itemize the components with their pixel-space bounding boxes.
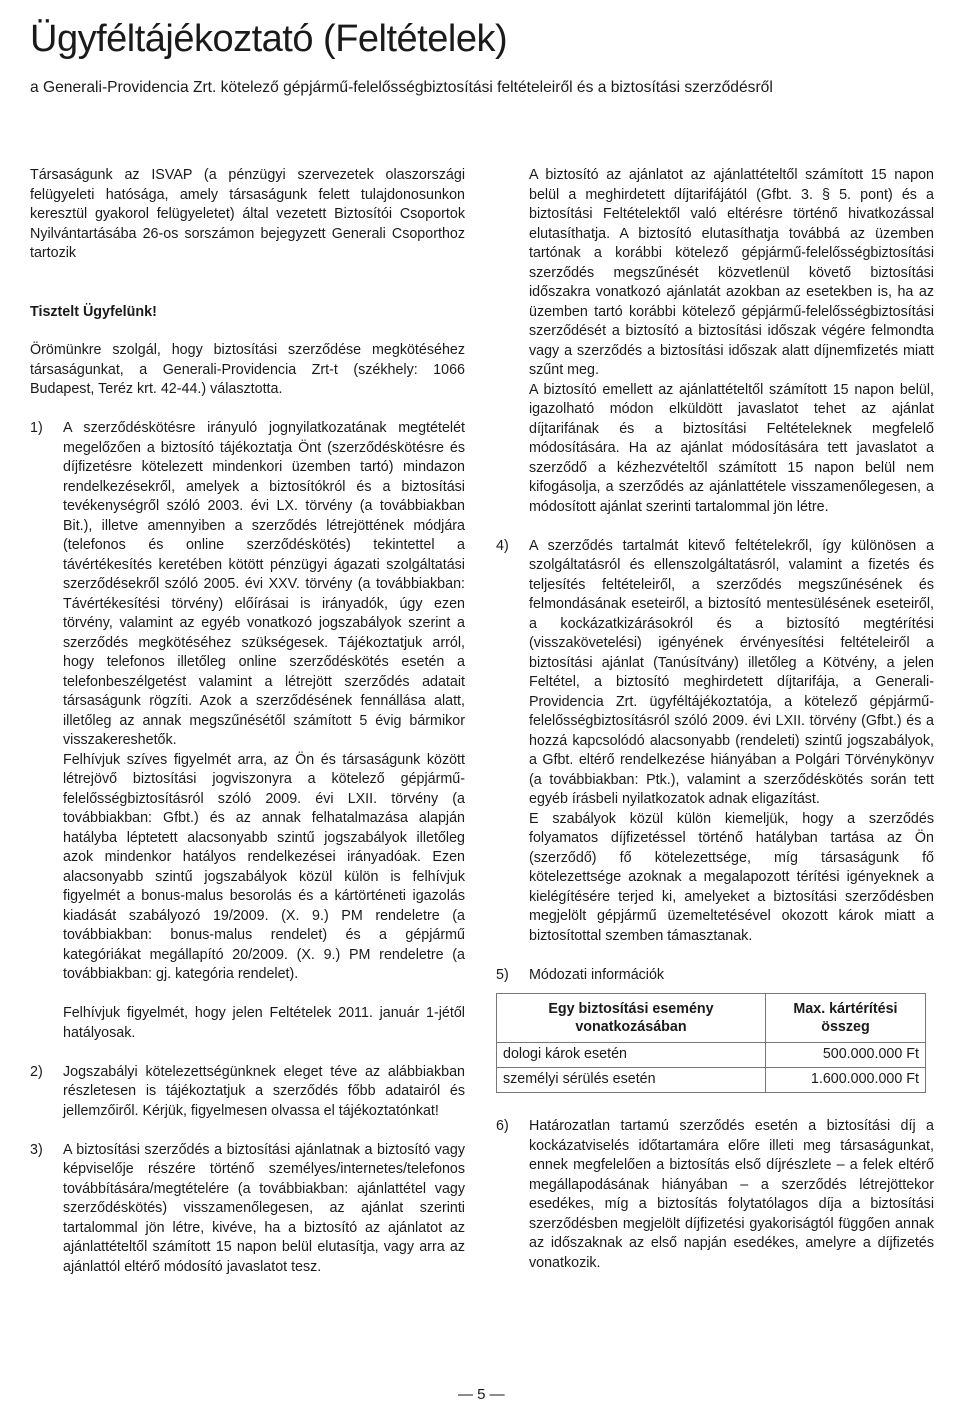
greeting-heading: Tisztelt Ügyfelünk! <box>30 303 157 320</box>
section-number: 1) <box>30 420 43 436</box>
section-3-paragraph-2: A biztosító az ajánlatot az ajánlattételtől számított 15 napon belül a meghirdetett díjtarifájától (Gfbt. 3. § 5. pont) és a biztosítási Feltételektől való eltérésre történő hivatkozással elutasíthatja. A biztosító elutasíthatja továbbá az üzemben tartónak a korábbi kötelező gépjármű-felelősségbiztosítási szerződés megszűnését közvetlenül követő biztosítási időszakra vonatkozó ajánlatát azokban az esetekben is, ha az üzemben tartó korábbi kötelező gépjármű-felelősségbiztosítási szerződését a biztosító a biztosítási időszak végére felmondta vagy a szerződés a biztosítási időszak alatt díjnemfizetés miatt szűnt meg. <box>529 167 934 378</box>
section-1-paragraph-3: Felhívjuk figyelmét, hogy jelen Feltételek 2011. január 1-jétől hatályosak. <box>63 1005 465 1041</box>
section-3 <box>30 1141 465 1278</box>
section-1 <box>30 419 465 1043</box>
section-3-paragraph-3: A biztosító emellett az ajánlattételtől számított 15 napon belül, igazolható módon elküldött javaslatot tehet az ajánlat díjtarifának és a biztosítási Feltételeknek megfelelő módosítására. Ha az ajánlat módosítására tett javaslatot a szerződő a kézhezvételtől számított 15 napon belül nem kifogásolja, a szerződés az ajánlattétele visszamenőlegesen, a módosított ajánlat szerinti tartalommal jön létre. <box>529 381 934 515</box>
table-cell-label: személyi sérülés esetén <box>497 1068 766 1093</box>
intro-paragraph: Társaságunk az ISVAP (a pénzügyi szervezetek olaszországi felügyeleti hatósága, amely társaságunk felett tulajdonosunkon keresztül gyakorol felügyeletet) által vezetett Biztosítói Csoportok Nyilvántartásába 26-os sorszámon bejegyzett Generali Csoporthoz tartozik <box>30 167 465 261</box>
section-1-paragraph-1: A szerződéskötésre irányuló jognyilatkozatának megtételét megelőzően a biztosító tájékoztatja Önt (szerződéskötésre és díjfizetésre kötelezett mindenkori üzemben tartó) mindazon rendelkezésekről, amelyek a biztosítókról és a biztosítási tevékenységről szóló 2003. évi LX. törvény (a továbbiakban Bit.), illetve amennyiben a szerződés létrejöttének módjára (telefonos és online szerződéskötés) tekintettel a távértékesítés keretében kötött pénzügyi ágazati szolgáltatási szerződésekről szóló 2005. évi XXV. törvény (a továbbiakban: Távértékesítési törvény) előírásai is irányadók, úgy ezen törvény, valamint az egyéb vonatkozó jogszabályok szerint a szerződés megkötéséhez szükségesek. Tájékoztatjuk arról, hogy telefonos illetőleg online szerződéskötés esetén a telefonbeszélgetést valamint a létrejött szerződés adatait társaságunk rögzíti. Azok a szerződésének fennállása alatt, illetőleg az annak megszűnésétől számított 5 évig bármikor visszakereshetők. <box>63 420 465 748</box>
section-body <box>63 1063 465 1122</box>
table-row <box>497 1043 926 1068</box>
section-5 <box>496 966 934 986</box>
section-2-paragraph: Jogszabályi kötelezettségünknek eleget téve az alábbiakban részletesen is tájékoztatjuk a szerződés főbb adatairól és jellemzőiről. Kérjük, figyelmesen olvassa el tájékoztatónkat! <box>63 1063 465 1119</box>
table-row <box>497 1068 926 1093</box>
welcome-paragraph: Örömünkre szolgál, hogy biztosítási szerződése megkötéséhez társaságunkat, a Generali-Providencia Zrt-t (székhely: 1066 Budapest, Teréz krt. 42-44.) választotta. <box>30 342 465 397</box>
section-number: 6) <box>496 1118 509 1134</box>
table-header-max-amount: Max. kártérítési összeg <box>765 994 925 1043</box>
section-4-paragraph-1: A szerződés tartalmát kitevő feltételekről, így különösen a szolgáltatásról és ellenszolgáltatásról, valamint a fizetés és teljesítés feltételeiről, a szerződés megszűnésének és felmondásának eseteiről, a biztosító mentesülésének eseteiről, a kockázatkizárásokról és a biztosító megtérítési (visszakövetelési) igényének érvényesítési feltételeiről a biztosítási ajánlat (Tanúsítvány) illetőleg a Kötvény, a jelen Feltétel, a biztosító meghirdetett díjtarifája, a Generali-Providencia Zrt. ügyféltájékoztatója, a kötelező gépjármű-felelősségbiztosításról szóló 2009. évi LXII. törvény (Gfbt.) és a hozzá kapcsolódó alacsonyabb (rendeleti) szintű jogszabályok, a Gfbt. eltérő rendelkezése hiányában a Polgári Törvénykönyv (a továbbiakban: Ptk.), valamint a szerződéskötés során tett egyéb írásbeli nyilatkozatok adnak eligazítást. <box>529 537 934 807</box>
compensation-table <box>496 993 926 1093</box>
section-3-paragraph: A biztosítási szerződés a biztosítási ajánlatnak a biztosító vagy képviselője részére történő személyes/internetes/telefonos továbbítására/megtételére (a továbbiakban: ajánlattétel vagy szerződéskötés) visszamenőlegesen, az ajánlat szerinti tartalommal jön létre, kivéve, ha a biztosító az ajánlatot az ajánlattételtől számított 15 napon belül elutasítja, vagy arra az ajánlattól eltérő módosító javaslatot tesz. <box>63 1141 465 1275</box>
section-number: 5) <box>496 966 509 983</box>
section-4-paragraph-2: E szabályok közül külön kiemeljük, hogy a szerződés folyamatos díjfizetéssel történő hatályban tartása az Ön (szerződő) fő kötelezettsége, míg társaságunk fő kötelezettsége azoknak a megalapozott térítési igényeknek a kielégítésére terjed ki, amelyeket a biztosítási szerződésben megjelölt gépjármű üzemeltetésével okozott károk miatt a biztosítottal szemben támasztanak. <box>529 810 934 944</box>
section-5-heading: Módozati információk <box>529 966 665 983</box>
section-6-paragraph: Határozatlan tartamú szerződés esetén a biztosítási díj a kockázatviselés időtartamára előre illeti meg társaságunkat, ennek megfelelően a biztosítás első díjrészlete – a felek eltérő megállapodásának hiányában – a szerződés létrejöttekor esedékes, míg a biztosítás folytatólagos díja a biztosítási szerződésben megjelölt díjfizetési gyakoriságtól függően annak az időszaknak az első napján esedékes, amelyre a díjfizetés vonatkozik. <box>529 1118 934 1271</box>
section-body <box>529 537 934 947</box>
left-column <box>30 166 465 1277</box>
section-body <box>529 1117 934 1273</box>
right-column <box>496 166 934 1273</box>
section-1-paragraph-2: Felhívjuk szíves figyelmét arra, az Ön és társaságunk között létrejövő biztosítási jogviszonyra a kötelező gépjármű-felelősségbiztosításról szóló 2009. évi LXII. törvény (a továbbiakban: Gfbt.) és az annak felhatalmazása alapján hatályba léptetett alacsonyabb szintű jogszabályok illetőleg azok mindenkor hatályos rendelkezései irányadóak. Ezen alacsonyabb szintű jogszabályok közül külön is felhívjuk figyelmét a bonus-malus besorolás és a kártörténeti igazolás kiadását szabályozó 19/2009. (X. 9.) PM rendeletre (a továbbiakban: bonus-malus rendelet) és a gépjármű kategóriákat megállapító 20/2009. (X. 9.) PM rendeletre (a továbbiakban: gj. kategória rendelet). <box>63 751 465 982</box>
section-4 <box>496 537 934 947</box>
page-subtitle: a Generali-Providencia Zrt. kötelező gépjármű-felelősségbiztosítási feltételeiről és a biztosítási szerződésről <box>30 79 773 96</box>
table-cell-value: 1.600.000.000 Ft <box>765 1068 925 1093</box>
table-header-event: Egy biztosítási esemény vonatkozásában <box>497 994 766 1043</box>
section-body <box>63 1141 465 1278</box>
section-number: 4) <box>496 537 509 554</box>
table-cell-value: 500.000.000 Ft <box>765 1043 925 1068</box>
section-body <box>529 166 934 517</box>
section-body <box>529 966 934 986</box>
table-header-row <box>497 994 926 1043</box>
section-body <box>63 419 465 1043</box>
section-3-continued <box>496 166 934 517</box>
section-number: 2) <box>30 1063 43 1080</box>
page-number: — 5 — <box>458 1386 505 1403</box>
page-title: Ügyféltájékoztató (Feltételek) <box>30 18 508 60</box>
section-2 <box>30 1063 465 1122</box>
section-number: 3) <box>30 1141 43 1158</box>
table-cell-label: dologi károk esetén <box>497 1043 766 1068</box>
section-6 <box>496 1117 934 1273</box>
